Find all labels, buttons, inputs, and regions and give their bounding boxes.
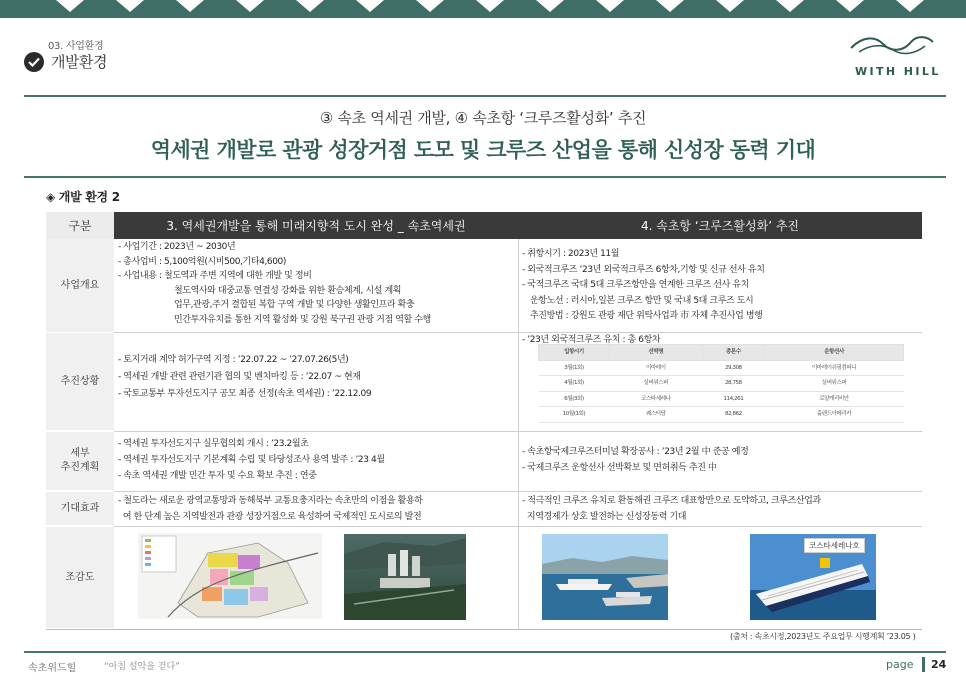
mini-cell: 3월(1회)	[539, 360, 610, 376]
mini-cell: 로얄캐리비안	[765, 391, 904, 407]
page-subtitle: ③ 속초 역세권 개발, ④ 속초항 ‘크루즈활성화’ 추진	[319, 109, 647, 127]
text-line: 추진방법 : 강원도 관광 재단 위탁사업과 市 자체 추진사업 병행	[530, 311, 763, 321]
effect-col3	[118, 493, 516, 525]
mini-header: 선박명	[610, 345, 703, 361]
top-decorative-band	[0, 0, 966, 18]
text-line: - 사업내용 : 철도역과 주변 지역에 대한 개발 및 정비	[118, 271, 312, 281]
band-notch	[716, 0, 744, 12]
header-divider	[24, 95, 946, 97]
mini-header: 운항선사	[765, 345, 904, 361]
table-bottom-border	[46, 629, 922, 630]
development-table	[46, 212, 922, 630]
text-line: - 속초항국제크루즈터미널 확장공사 : ’23년 2월 中 준공 예정	[522, 447, 749, 457]
text-line: - 철도라는 새로운 광역교통망과 동해북부 교통요충지라는 속초만의 이점을 활용하	[118, 496, 423, 506]
text-line: 업무,관광,주거 결합된 복합 구역 개발 및 다양한 생활인프라 확충	[174, 300, 415, 310]
row-label-line: 세부	[70, 448, 90, 459]
band-notch	[176, 0, 204, 12]
band-notch	[356, 0, 384, 12]
header-station-development: 3. 역세권개발을 통해 미래지향적 도시 완성 _ 속초역세권	[114, 212, 518, 239]
mini-cell: 6월(3회)	[539, 391, 610, 407]
detail-col4	[522, 444, 920, 476]
mini-cell: 28,758	[702, 376, 765, 392]
mini-cell: 4월(1회)	[539, 376, 610, 392]
progress-col3	[118, 352, 516, 403]
station-aerial-rendering-image	[344, 534, 466, 620]
band-notch	[896, 0, 924, 12]
table-row	[539, 376, 904, 392]
band-notch	[776, 0, 804, 12]
row-label-business: 사업개요	[46, 239, 114, 333]
row-divider	[114, 431, 922, 432]
text-line: - 국토교통부 투자선도지구 공모 최종 선정(속초 역세권) : ’22.12.09	[118, 389, 372, 399]
mini-cell: 114,261	[702, 391, 765, 407]
footer-quote: “아침 설악을 걷다”	[104, 662, 180, 672]
text-line: 지역경제가 상호 발전하는 신성장동력 기대	[522, 512, 687, 522]
mini-cell: 코스타세레나	[610, 391, 703, 407]
footer-divider	[24, 651, 946, 653]
environment-title: ◈ 개발 환경 2	[46, 190, 120, 204]
mountain-wave-icon	[849, 32, 935, 58]
band-notch	[836, 0, 864, 12]
table-row	[539, 391, 904, 407]
row-label-effect: 기대효과	[46, 492, 114, 526]
mini-cell: 이마레이쉬핑컴퍼니	[765, 360, 904, 376]
band-notch	[656, 0, 684, 12]
text-line: - 사업기간 : 2023년 ~ 2030년	[118, 242, 236, 252]
text-line: - 역세권 투자선도지구 실무협의회 개시 : ’23.2월초	[118, 439, 309, 449]
cruise-schedule-table	[538, 344, 904, 423]
footer-brand: 속초위드힐	[28, 663, 77, 674]
text-line: - 총사업비 : 5,100억원(시비500,기타4,600)	[118, 256, 286, 267]
mini-cell: 29,308	[702, 360, 765, 376]
text-line: 여 한 단계 높은 지역발전과 관광 성장거점으로 육성하여 국제적인 도시로의 발전	[118, 512, 422, 522]
section-label: 03. 사업환경	[48, 41, 104, 52]
mini-cell: 퀘스터담	[610, 407, 703, 423]
progress-col4	[522, 333, 920, 431]
band-notch	[116, 0, 144, 12]
row-label-detail	[46, 432, 114, 491]
header-cruise-activation: 4. 속초항 ‘크루즈활성화’ 추진	[518, 212, 922, 239]
text-line: - 역세권 개발 관련 관련기관 협의 및 벤치마킹 등 : ’22.07 ~ 현재	[118, 372, 361, 382]
table-row	[539, 407, 904, 423]
headline-divider	[24, 176, 946, 178]
text-line: - 역세권 투자선도지구 기본계획 수립 및 타당성조사 용역 발주 : ’23 4월	[118, 455, 385, 465]
page-label: page	[886, 658, 914, 671]
band-notch	[56, 0, 84, 12]
band-notch	[236, 0, 264, 12]
cruise-port-image	[542, 534, 668, 620]
text-line: - 토지거래 계약 허가구역 지정 : ’22.07.22 ~ ’27.07.26(5년)	[118, 355, 349, 365]
page-number: 24	[931, 658, 947, 671]
mini-header: 입항시기	[539, 345, 610, 361]
section-title: 개발환경	[51, 53, 107, 71]
detail-col3	[118, 436, 516, 484]
costa-serena-ship-image	[750, 534, 876, 620]
business-col3	[118, 240, 516, 327]
text-line: - 속초 역세권 개발 민간 투자 및 수요 확보 추진 : 연중	[118, 471, 317, 481]
logo-text: WITH HILL	[855, 65, 941, 78]
mini-cell: 82,862	[702, 407, 765, 423]
text-line: 철도역사와 대중교통 연결성 강화를 위한 환승체계, 시설 계획	[174, 285, 402, 296]
row-label-progress: 추진상황	[46, 333, 114, 431]
band-notch	[476, 0, 504, 12]
business-col4	[522, 247, 920, 325]
mini-cell: 10월(1회)	[539, 407, 610, 423]
page-headline: 역세권 개발로 관광 성장거점 도모 및 크루즈 산업을 통해 신성장 동력 기대	[150, 138, 816, 162]
page-separator	[922, 657, 925, 672]
band-notch	[416, 0, 444, 12]
row-label-line: 추진계획	[60, 462, 100, 473]
text-line: - 취항시기 : 2023년 11월	[522, 249, 620, 259]
cruise-summary: - ’23년 외국적크루즈 유치 : 총 6항차	[522, 335, 661, 345]
site-plan-map-image	[138, 533, 322, 619]
text-line: - 국제크루즈 운항선사 선박확보 및 면허취득 추진 中	[522, 463, 717, 473]
mini-cell: 이마레이	[610, 360, 703, 376]
mini-header: 총톤수	[702, 345, 765, 361]
text-line: - 적극적인 크루즈 유치로 환동해권 크루즈 대표항만으로 도약하고, 크루즈산업과	[522, 496, 821, 506]
row-label-concept: 조감도	[46, 527, 114, 629]
row-divider	[114, 491, 922, 492]
mini-cell: 실버위스퍼	[610, 376, 703, 392]
text-line: 민간투자유치를 통한 지역 활성화 및 강원 북구권 관광 거점 역할 수행	[174, 314, 431, 325]
effect-col4	[522, 493, 920, 525]
text-line: 운항노선 : 러시아,일본 크루즈 항만 및 국내 5대 크루즈 도시	[530, 295, 754, 306]
row-divider	[114, 526, 922, 527]
text-line: - 외국적크루즈 ‘23년 외국적크루즈 6항차,기항 및 신규 선사 유치	[522, 264, 765, 275]
ship-caption: 코스타세레나호	[804, 538, 865, 553]
header-category: 구분	[46, 212, 114, 239]
column-divider	[518, 239, 519, 630]
text-line: - 국적크루즈 국대 5대 크루즈항만을 연계한 크루즈 선사 유치	[522, 280, 749, 290]
band-notch	[536, 0, 564, 12]
band-notch	[296, 0, 324, 12]
with-hill-logo	[847, 32, 941, 78]
check-circle-icon	[24, 52, 44, 72]
band-notch	[596, 0, 624, 12]
source-note: (출처 : 속초시정,2023년도 주요업무 시행계획 ’23.05 )	[730, 632, 916, 641]
table-row	[539, 360, 904, 376]
mini-cell: 실버위스퍼	[765, 376, 904, 392]
mini-cell: 홀랜드아메리카	[765, 407, 904, 423]
